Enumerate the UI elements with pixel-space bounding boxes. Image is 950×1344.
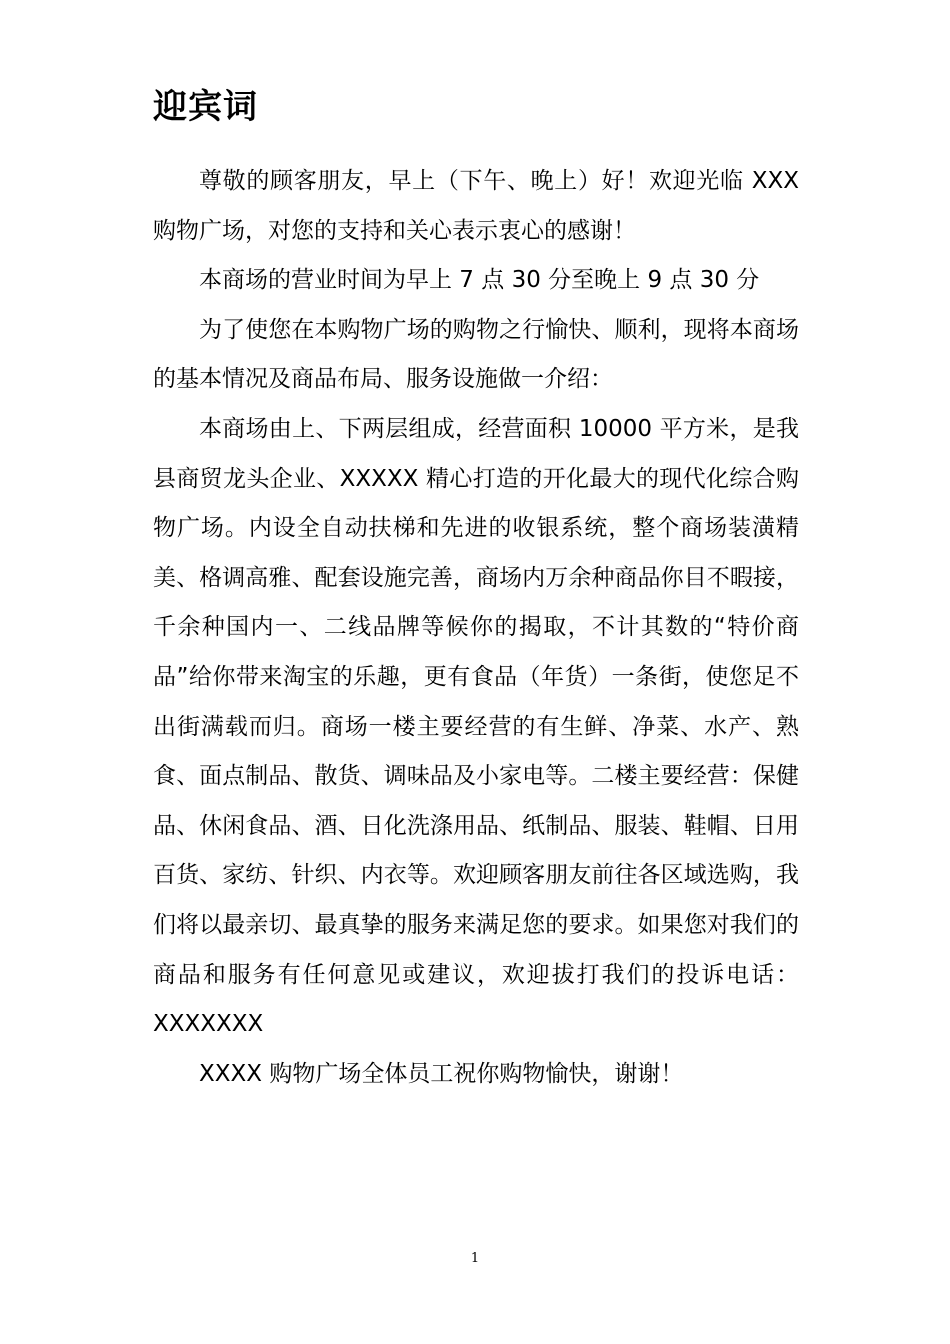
page-number: 1 (470, 1251, 480, 1266)
paragraph-greeting: 尊敬的顾客朋友，早上（下午、晚上）好！欢迎光临 XXX 购物广场，对您的支持和关心表示衷心的感谢！ (153, 168, 799, 244)
paragraph-introduction: 为了使您在本购物广场的购物之行愉快、顺利，现将本商场的基本情况及商品布局、服务设施做一介绍： (153, 316, 799, 393)
paragraph-closing: XXXX 购物广场全体员工祝你购物愉快，谢谢！ (199, 1060, 684, 1087)
paragraph-store-details: 本商场由上、下两层组成，经营面积 10000 平方米，是我县商贸龙头企业、XXXXX 精心打造的开化最大的现代化综合购物广场。内设全自动扶梯和先进的收银系统，整个商场装潢精美、格调高雅、配套设施完善，商场内万余种商品你目不暇接，千余种国内一、二线品牌等候你的揭取，不计其数的“特价商品”给你带来淘宝的乐趣，更有食品（年货）一条街，使您足不出街满载而归。商场一楼主要经营的有生鲜、净菜、水产、熟食、面点制品、散货、调味品及小家电等。二楼主要经营：保健品、休闲食品、酒、日化洗涤用品、纸制品、服装、鞋帽、日用百货、家纺、针织、内衣等。欢迎顾客朋友前往各区域选购，我们将以最亲切、最真挚的服务来满足您的要求。如果您对我们的商品和服务有任何意见或建议，欢迎拔打我们的投诉电话：XXXXXXX (153, 415, 799, 1038)
paragraph-business-hours: 本商场的营业时间为早上 7 点 30 分至晚上 9 点 30 分 (199, 267, 760, 294)
document-title: 迎宾词 (153, 87, 258, 127)
document-body (153, 157, 799, 1099)
